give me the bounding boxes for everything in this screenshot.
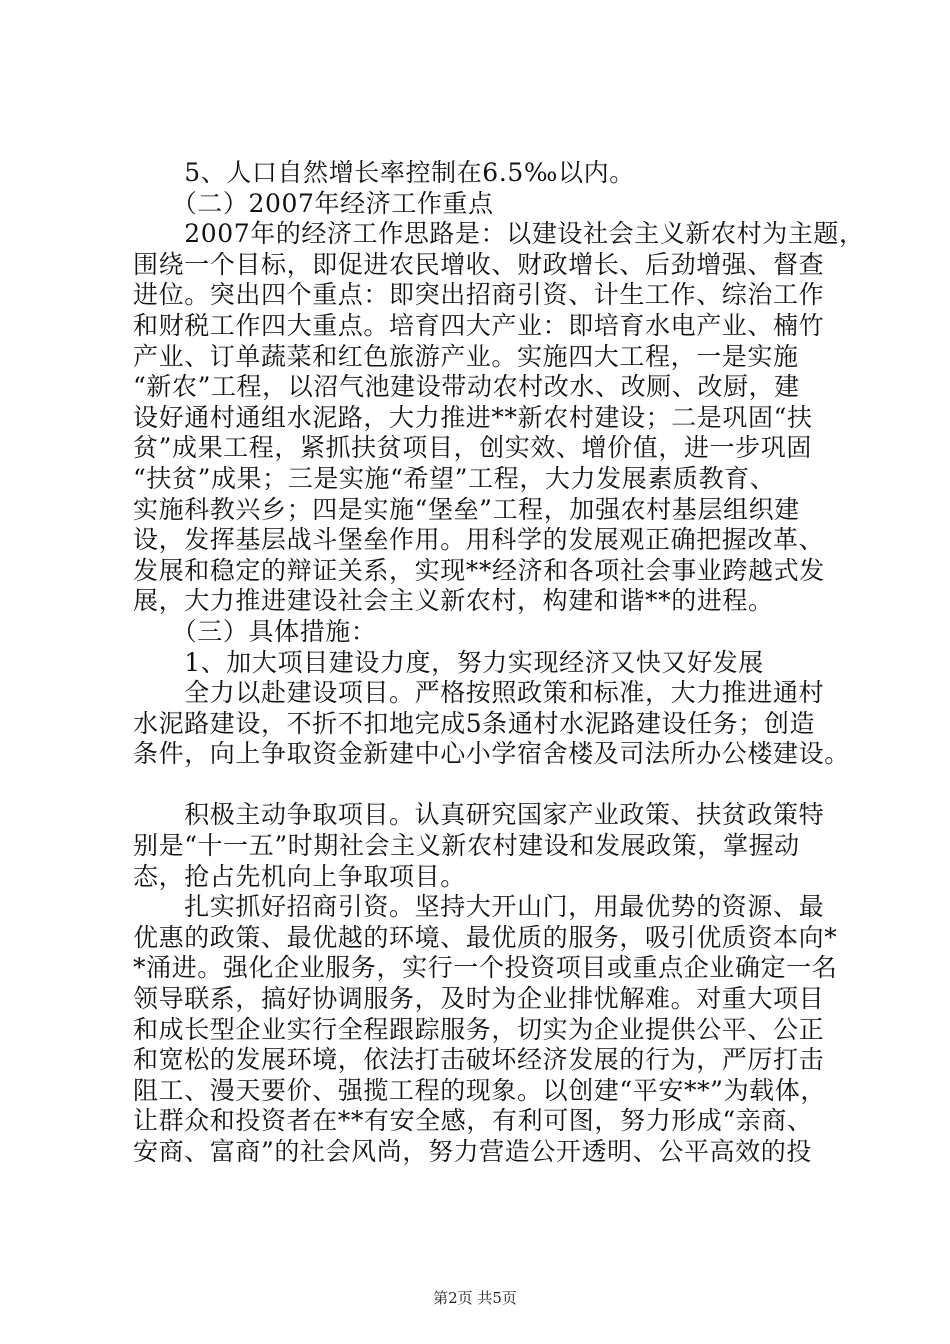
text-line: 让群众和投资者在**有安全感，有利可图，努力形成“亲商、 bbox=[133, 1106, 813, 1136]
text-line: 阻工、漫天要价、强揽工程的现象。以创建“平安**”为载体， bbox=[133, 1075, 826, 1105]
text-line: 条件，向上争取资金新建中心小学宿舍楼及司法所办公楼建设。 bbox=[133, 739, 850, 769]
text-line: 贫”成果工程，紧抓扶贫项目，创实效、增价值，进一步巩固 bbox=[133, 433, 812, 463]
text-line: 展，大力推进建设社会主义新农村，构建和谐**的进程。 bbox=[133, 586, 774, 616]
text-line: *涌进。强化企业服务，实行一个投资项目或重点企业确定一名 bbox=[133, 953, 838, 983]
text-line: 和成长型企业实行全程跟踪服务，切实为企业提供公平、公正 bbox=[133, 1014, 825, 1044]
text-line: 进位。突出四个重点：即突出招商引资、计生工作、综治工作 bbox=[133, 280, 825, 310]
text-line bbox=[133, 770, 823, 801]
text-line: 发展和稳定的辩证关系，实现**经济和各项社会事业跨越式发 bbox=[133, 555, 825, 585]
text-line: 别是“十一五”时期社会主义新农村建设和发展政策，掌握动 bbox=[133, 831, 800, 861]
text-line: 积极主动争取项目。认真研究国家产业政策、扶贫政策特 bbox=[133, 800, 825, 830]
text-line: “扶贫”成果；三是实施“希望”工程，大力发展素质教育、 bbox=[133, 463, 776, 493]
document-body bbox=[133, 158, 865, 1168]
text-line: 产业、订单蔬菜和红色旅游产业。实施四大工程，一是实施 bbox=[133, 341, 799, 371]
text-line: 围绕一个目标，即促进农民增收、财政增长、后劲增强、督查 bbox=[133, 249, 825, 279]
text-line: 实施科教兴乡；四是实施“堡垒”工程，加强农村基层组织建 bbox=[133, 494, 800, 524]
text-line: “新农”工程，以沼气池建设带动农村改水、改厕、改厨，建 bbox=[133, 372, 800, 402]
text-line: 优惠的政策、最优越的环境、最优质的服务，吸引优质资本向* bbox=[133, 922, 838, 952]
text-line: 1、加大项目建设力度，努力实现经济又快又好发展 bbox=[133, 647, 764, 677]
text-line: 设，发挥基层战斗堡垒作用。用科学的发展观正确把握改革、 bbox=[133, 525, 825, 555]
page-footer: 第2页 共5页 bbox=[433, 1289, 517, 1307]
text-line: 全力以赴建设项目。严格按照政策和标准，大力推进通村 bbox=[133, 678, 825, 708]
text-line: 和宽松的发展环境，依法打击破坏经济发展的行为，严厉打击 bbox=[133, 1045, 825, 1075]
text-line: 5、人口自然增长率控制在6.5‰以内。 bbox=[133, 158, 635, 187]
text-line: 2007年的经济工作思路是：以建设社会主义新农村为主题， bbox=[133, 219, 865, 249]
text-line: 设好通村通组水泥路，大力推进**新农村建设；二是巩固“扶 bbox=[133, 402, 813, 432]
text-line: 扎实抓好招商引资。坚持大开山门，用最优势的资源、最 bbox=[133, 892, 825, 922]
text-line: （二）2007年经济工作重点 bbox=[133, 188, 494, 218]
text-line: 安商、富商”的社会风尚，努力营造公开透明、公平高效的投 bbox=[133, 1137, 812, 1166]
text-line: （三）具体措施： bbox=[133, 616, 377, 646]
text-line: 领导联系，搞好协调服务，及时为企业排忧解难。对重大项目 bbox=[133, 984, 825, 1014]
text-line: 水泥路建设，不折不扣地完成5条通村水泥路建设任务；创造 bbox=[133, 708, 816, 738]
text-line: 态，抢占先机向上争取项目。 bbox=[133, 861, 466, 891]
text-line: 和财税工作四大重点。培育四大产业：即培育水电产业、楠竹 bbox=[133, 310, 825, 340]
